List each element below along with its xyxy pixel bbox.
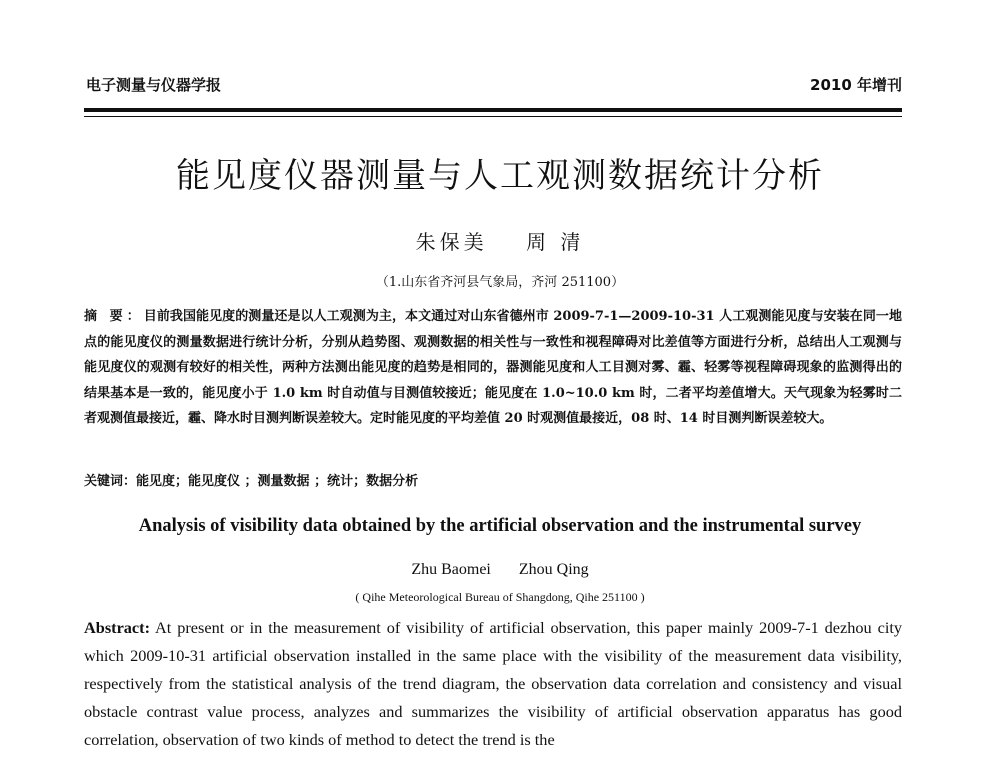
title-chinese: 能见度仪器测量与人工观测数据统计分析 xyxy=(176,156,824,196)
header-rule-thick xyxy=(84,108,902,112)
abstract-english xyxy=(84,614,902,754)
author-name-en: Zhou Qing xyxy=(518,561,589,578)
journal-name: 电子测量与仪器学报 xyxy=(86,76,222,94)
running-head xyxy=(86,74,902,100)
keywords-label: 关键词： xyxy=(84,474,137,489)
abstract-text-en: At present or in the measurement of visibility of artificial observation, this paper mainly 2009-7-1 dezhou city which 2009-10-31 artificial observation installed in the same place with the visibility of the measurement data visibility, respectively from the statistical analysis of the trend diagram, the observation data correlation and consistency and visual obstacle contrast value process, analyzes and summarizes the visibility of artificial observation apparatus has good correlation, observation of two kinds of method to detect the trend is the xyxy=(84,618,903,749)
abstract-label-en: Abstract: xyxy=(84,618,151,637)
affiliation-chinese: （1.山东省齐河县气象局，齐河 251100） xyxy=(375,275,625,290)
issue-label: 2010 年增刊 xyxy=(810,76,902,94)
author-name: 朱保美 xyxy=(415,230,488,254)
keywords-chinese xyxy=(84,470,902,489)
authors-english xyxy=(0,561,1000,579)
abstract-label-cn: 摘 要： xyxy=(84,309,144,324)
title-english: Analysis of visibility data obtained by the artificial observation and the instrumental survey xyxy=(138,516,862,536)
authors-chinese xyxy=(0,226,1000,255)
abstract-chinese xyxy=(84,304,902,432)
keywords-text: 能见度；能见度仪 ；测量数据 ；统计；数据分析 xyxy=(136,474,419,489)
header-rule-thin xyxy=(84,116,902,117)
abstract-text-cn: 目前我国能见度的测量还是以人工观测为主，本文通过对山东省德州市 2009-7-1—2009-10-31 人工观测能见度与安装在同一地点的能见度仪的测量数据进行统计分析，分别从趋势图、观测数据的相关性与一致性和视程障碍对比差值等方面进行分析，总结出人工观测与能见度仪的观测有较好的相关性，两种方法测出能见度的趋势是相同的，器测能见度和人工目测对雾、霾、轻雾等视程障碍现象的监测得出的结果基本是一致的，能见度小于 1.0 km 时自动值与目测值较接近；能见度在 1.0~10.0 km 时，二者平均差值增大。天气现象为轻雾时二者观测值最接近，霾、降水时目测判断误差较大。定时能见度的平均差值 20 时观测值最接近，08 时、14 时目测判断误差较大。 xyxy=(84,309,902,427)
author-name: 周 清 xyxy=(526,230,585,254)
affiliation-english: ( Qihe Meteorological Bureau of Shangdong, Qihe 251100 ) xyxy=(355,590,645,604)
author-name-en: Zhu Baomei xyxy=(411,561,491,578)
